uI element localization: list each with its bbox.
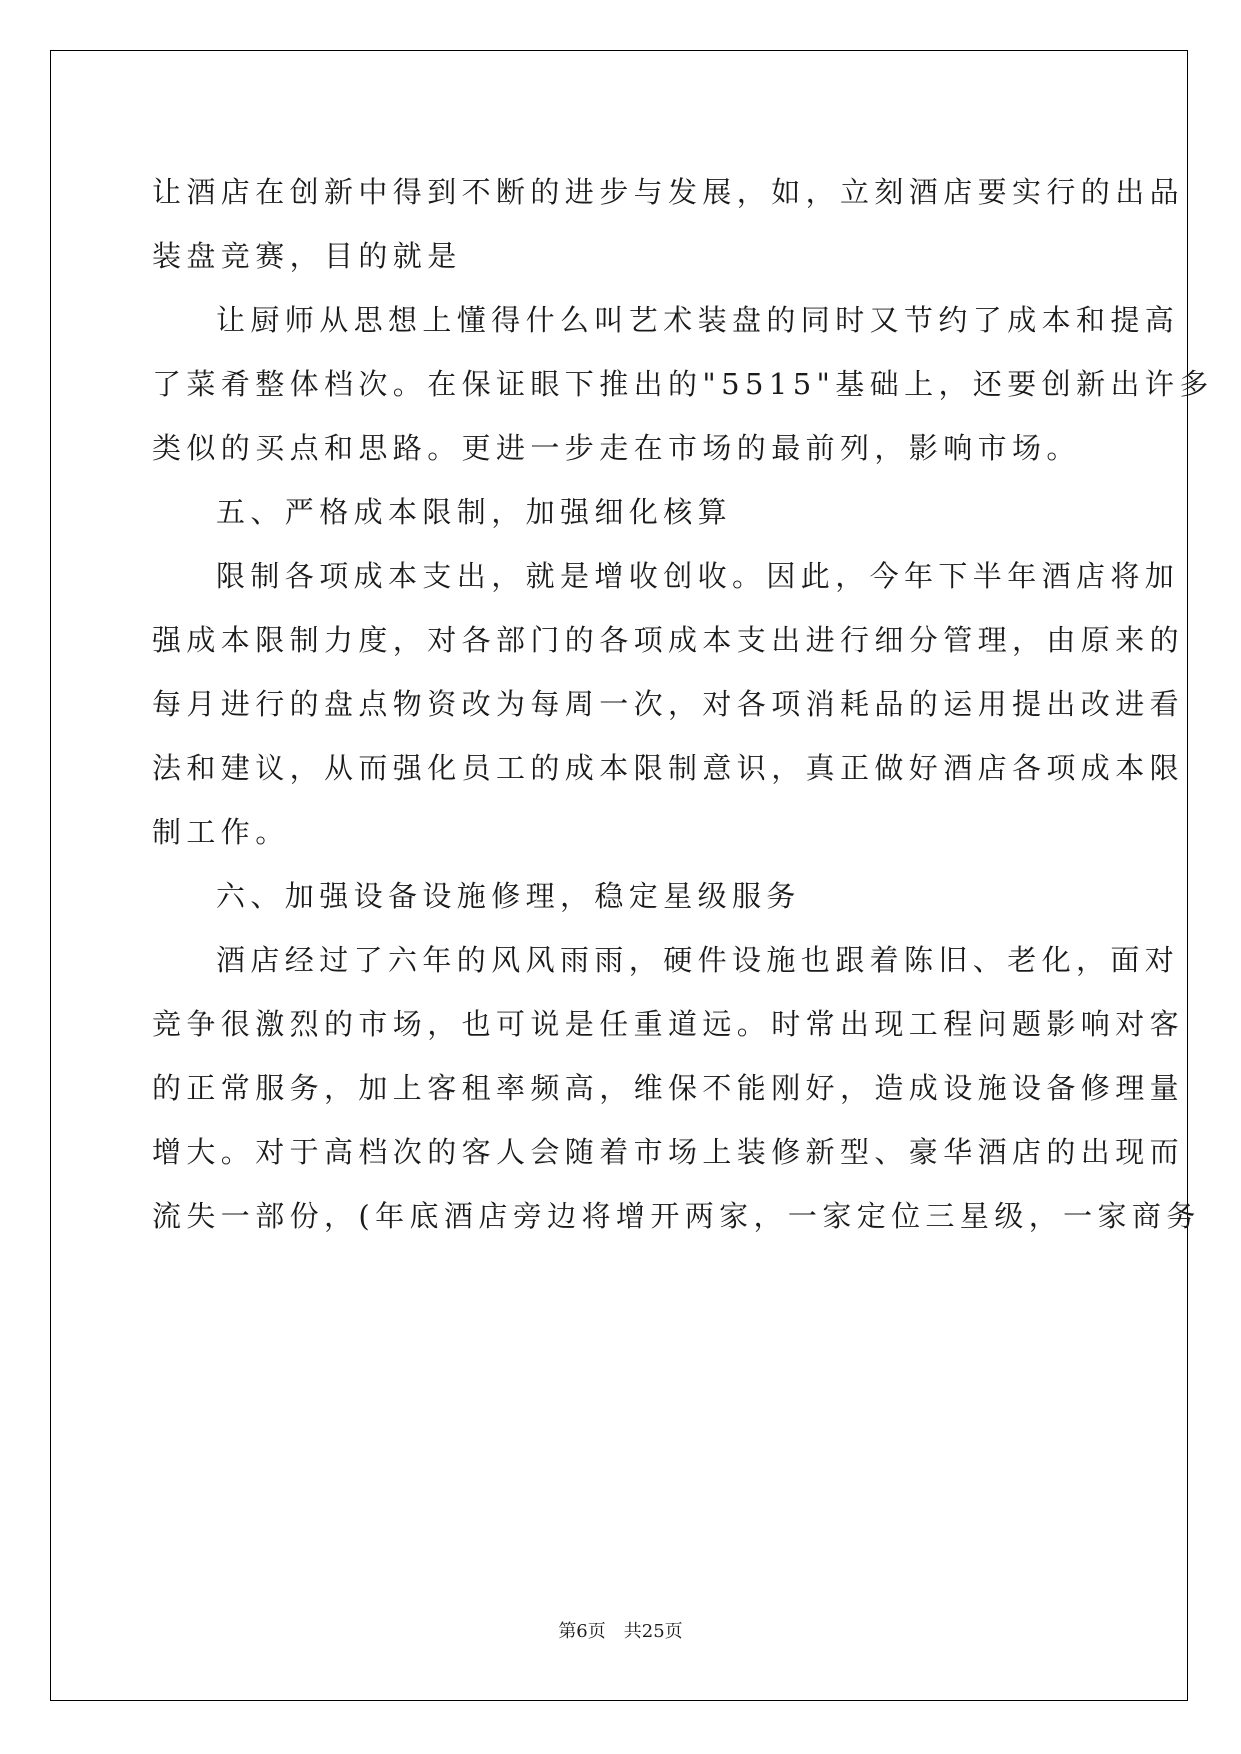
text-line: 让酒店在创新中得到不断的进步与发展，如，立刻酒店要实行的出品 bbox=[152, 175, 1185, 209]
page-number: 第6页 bbox=[558, 1621, 606, 1642]
text-line: 流失一部份，(年底酒店旁边将增开两家，一家定位三星级，一家商务 bbox=[152, 1199, 1201, 1233]
paragraph-start: 限制各项成本支出，就是增收创收。因此，今年下半年酒店将加 bbox=[216, 559, 1180, 593]
text-line: 每月进行的盘点物资改为每周一次，对各项消耗品的运用提出改进看 bbox=[152, 687, 1185, 721]
section-heading: 六、加强设备设施修理，稳定星级服务 bbox=[216, 879, 801, 913]
text-line: 竞争很激烈的市场，也可说是任重道远。时常出现工程问题影响对客 bbox=[152, 1007, 1185, 1041]
text-line: 强成本限制力度，对各部门的各项成本支出进行细分管理，由原来的 bbox=[152, 623, 1185, 657]
text-line: 的正常服务，加上客租率频高，维保不能刚好，造成设施设备修理量 bbox=[152, 1071, 1185, 1105]
text-line: 法和建议，从而强化员工的成本限制意识，真正做好酒店各项成本限 bbox=[152, 751, 1185, 785]
section-heading: 五、严格成本限制，加强细化核算 bbox=[216, 495, 733, 529]
document-body bbox=[152, 160, 1214, 1248]
page-total: 共25页 bbox=[623, 1621, 683, 1642]
text-line: 增大。对于高档次的客人会随着市场上装修新型、豪华酒店的出现而 bbox=[152, 1135, 1185, 1169]
paragraph-start: 让厨师从思想上懂得什么叫艺术装盘的同时又节约了成本和提高 bbox=[216, 303, 1180, 337]
page-footer bbox=[0, 1620, 1241, 1644]
text-line: 制工作。 bbox=[152, 815, 290, 849]
text-line: 了菜肴整体档次。在保证眼下推出的"5515"基础上，还要创新出许多 bbox=[152, 367, 1214, 401]
paragraph-start: 酒店经过了六年的风风雨雨，硬件设施也跟着陈旧、老化，面对 bbox=[216, 943, 1180, 977]
text-line: 类似的买点和思路。更进一步走在市场的最前列，影响市场。 bbox=[152, 431, 1081, 465]
text-line: 装盘竞赛，目的就是 bbox=[152, 239, 462, 273]
